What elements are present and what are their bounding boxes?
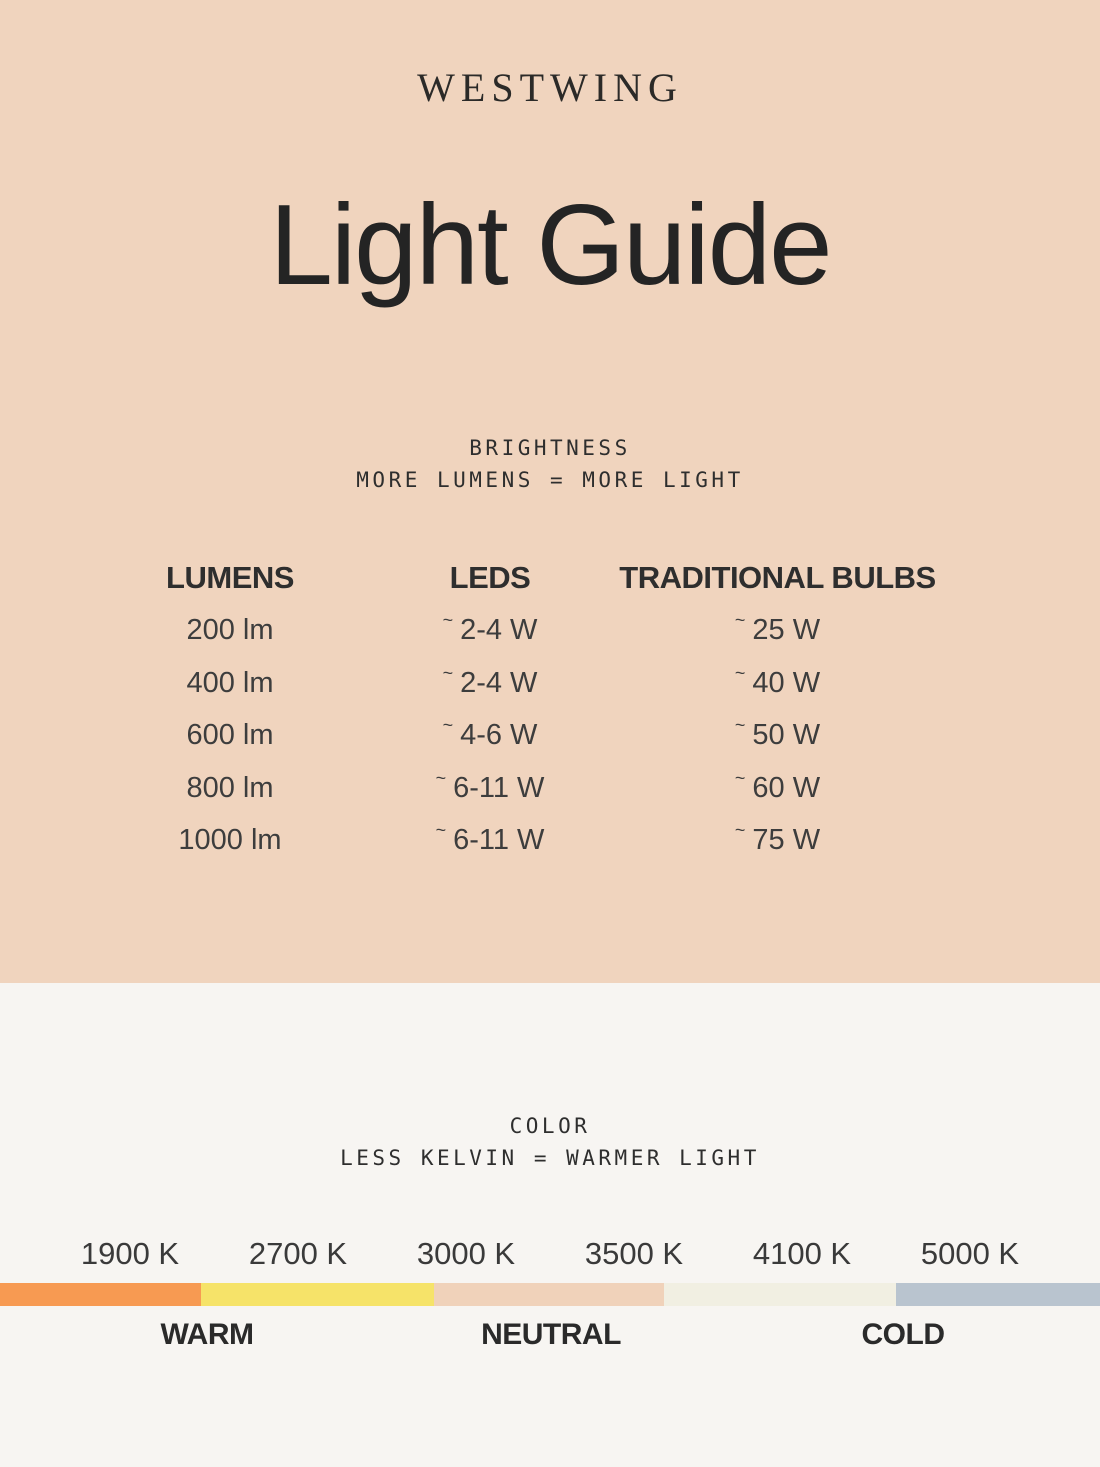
approx-tilde: ~: [435, 767, 447, 788]
kelvin-label: 1900 K: [80, 1236, 180, 1271]
kelvin-label: 2700 K: [248, 1236, 348, 1271]
approx-tilde: ~: [734, 662, 746, 683]
led-watt-value: [380, 762, 600, 815]
warm-label: WARM: [160, 1318, 254, 1351]
bulb-watt-value: [640, 710, 915, 763]
color-heading: COLOR: [509, 1114, 591, 1138]
scale-segment-cold-blue: [896, 1283, 1100, 1306]
neutral-label: NEUTRAL: [481, 1318, 621, 1351]
led-watt-value: [380, 657, 600, 710]
led-watts: 6-11 W: [453, 824, 545, 857]
bulb-watts: 75 W: [752, 824, 821, 857]
column-header-traditional-bulbs: TRADITIONAL BULBS: [619, 560, 936, 595]
brightness-subheading: MORE LUMENS = MORE LIGHT: [356, 468, 744, 492]
brightness-heading: BRIGHTNESS: [469, 436, 631, 460]
bulb-watts: 40 W: [752, 666, 821, 699]
kelvin-label: 4100 K: [752, 1236, 852, 1271]
approx-tilde: ~: [734, 610, 746, 631]
lumens-value: 600 lm: [186, 719, 274, 752]
color-temperature-bar: [0, 1283, 1100, 1306]
kelvin-scale-labels: [0, 1236, 1100, 1272]
approx-tilde: ~: [435, 820, 447, 841]
bulb-watts: 50 W: [752, 719, 821, 752]
led-watts: 4-6 W: [460, 719, 538, 752]
bulb-watt-value: [640, 815, 915, 868]
led-watt-value: [380, 815, 600, 868]
temperature-labels: [0, 1318, 1100, 1358]
kelvin-label: 5000 K: [920, 1236, 1020, 1271]
scale-segment-neutral-peach: [434, 1283, 664, 1306]
scale-segment-warm-orange: [0, 1283, 201, 1306]
page-title: Light Guide: [269, 182, 831, 309]
color-subheading: LESS KELVIN = WARMER LIGHT: [340, 1146, 760, 1170]
lumens-value: 400 lm: [186, 666, 274, 699]
led-watts: 2-4 W: [460, 614, 538, 647]
column-header-lumens: LUMENS: [166, 560, 294, 595]
bulb-watt-value: [640, 762, 915, 815]
approx-tilde: ~: [734, 820, 746, 841]
kelvin-label: 3000 K: [416, 1236, 516, 1271]
lumens-value: 1000 lm: [178, 824, 282, 857]
scale-segment-warm-yellow: [201, 1283, 434, 1306]
bulb-watt-value: [640, 605, 915, 658]
cold-label: COLD: [861, 1318, 945, 1351]
led-watt-value: [380, 710, 600, 763]
kelvin-label: 3500 K: [584, 1236, 684, 1271]
approx-tilde: ~: [734, 767, 746, 788]
led-watts: 6-11 W: [453, 771, 545, 804]
approx-tilde: ~: [442, 715, 454, 736]
lumens-table: [120, 552, 936, 867]
lumens-value: 200 lm: [186, 614, 274, 647]
bulb-watts: 25 W: [752, 614, 821, 647]
led-watt-value: [380, 605, 600, 658]
bulb-watts: 60 W: [752, 771, 821, 804]
scale-segment-neutral-beige: [664, 1283, 896, 1306]
led-watts: 2-4 W: [460, 666, 538, 699]
approx-tilde: ~: [442, 662, 454, 683]
approx-tilde: ~: [442, 610, 454, 631]
bulb-watt-value: [640, 657, 915, 710]
approx-tilde: ~: [734, 715, 746, 736]
column-header-leds: LEDS: [449, 560, 531, 595]
lumens-value: 800 lm: [186, 771, 274, 804]
color-section: [0, 983, 1100, 1467]
brand-logo: WESTWING: [417, 65, 683, 110]
